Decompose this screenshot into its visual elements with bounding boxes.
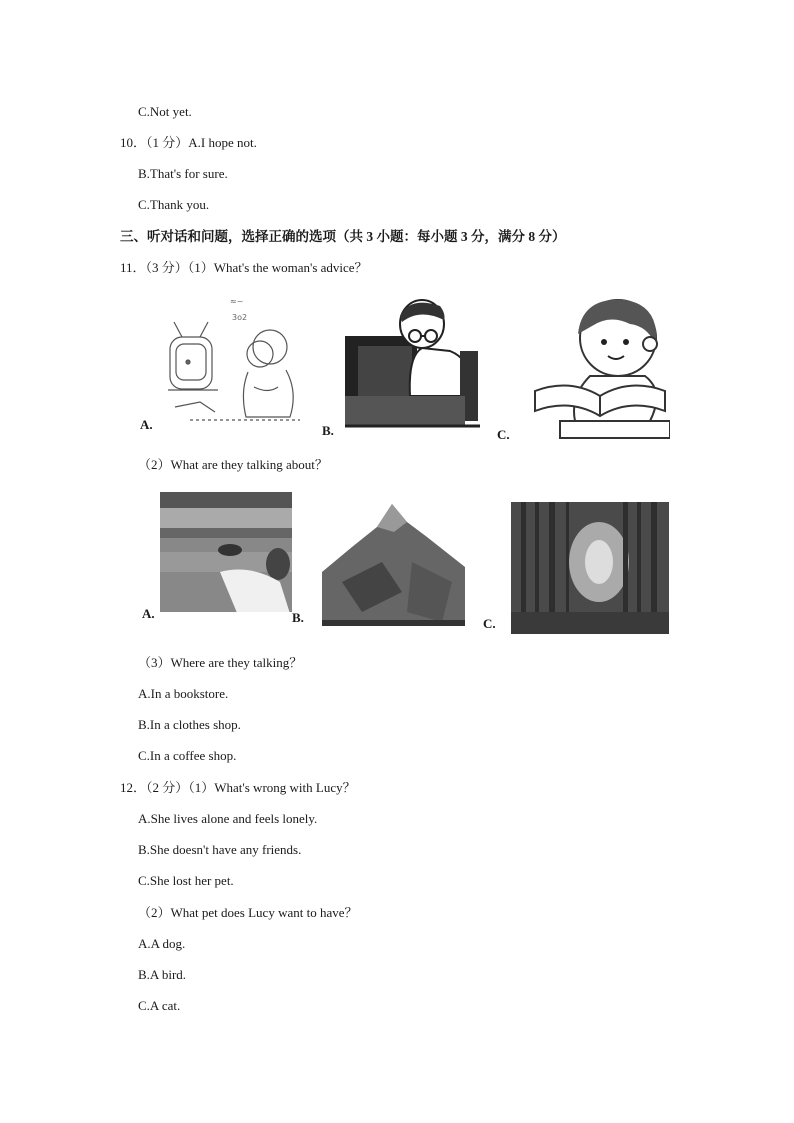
svg-text:≈~: ≈~ <box>230 297 244 306</box>
q11-1-label-b: B. <box>322 423 334 438</box>
q11-2-label-c: C. <box>483 616 496 631</box>
mountain-photo <box>322 492 465 626</box>
q12-2-option-c: C.A cat. <box>138 998 181 1013</box>
q11-stem: 11．（3 分）（1）What's the woman's advice？ <box>120 260 368 275</box>
q12-1-option-a: A.She lives alone and feels lonely. <box>138 811 318 826</box>
q9-option-c: C.Not yet. <box>138 104 192 119</box>
q11-2-label-a: A. <box>142 606 155 621</box>
q11-3-option-a: A.In a bookstore. <box>138 686 229 701</box>
q12-2-option-b: B.A bird. <box>138 967 187 982</box>
q11-1-label-a: A. <box>140 417 153 432</box>
q12-2-option-a: A.A dog. <box>138 936 186 951</box>
q11-1-label-c: C. <box>497 427 510 442</box>
q11-2-label-b: B. <box>292 610 304 625</box>
q10-option-b: B.That's for sure. <box>138 166 228 181</box>
svg-text:3o2: 3o2 <box>232 313 248 322</box>
q12-1-option-b: B.She doesn't have any friends. <box>138 842 302 857</box>
q10-stem: 10．（1 分）A.I hope not. <box>120 135 257 150</box>
q10-option-c: C.Thank you. <box>138 197 210 212</box>
q12-1-option-c: C.She lost her pet. <box>138 873 234 888</box>
q11-sub3: （3）Where are they talking？ <box>138 655 303 670</box>
computer-user-icon <box>340 296 490 438</box>
lake-photo <box>160 492 292 620</box>
q12-stem: 12．（2 分）（1）What's wrong with Lucy？ <box>120 780 356 795</box>
q11-sub2: （2）What are they talking about？ <box>138 457 328 472</box>
q11-3-option-b: B.In a clothes shop. <box>138 717 241 732</box>
q11-3-option-c: C.In a coffee shop. <box>138 748 237 763</box>
forest-photo <box>511 502 669 634</box>
boy-reading-icon <box>530 296 670 442</box>
tv-and-person-icon <box>160 292 305 432</box>
q12-sub2: （2）What pet does Lucy want to have？ <box>138 905 358 920</box>
section-3-heading: 三、听对话和问题，选择正确的选项（共 3 小题：每小题 3 分，满分 8 分） <box>120 229 566 244</box>
